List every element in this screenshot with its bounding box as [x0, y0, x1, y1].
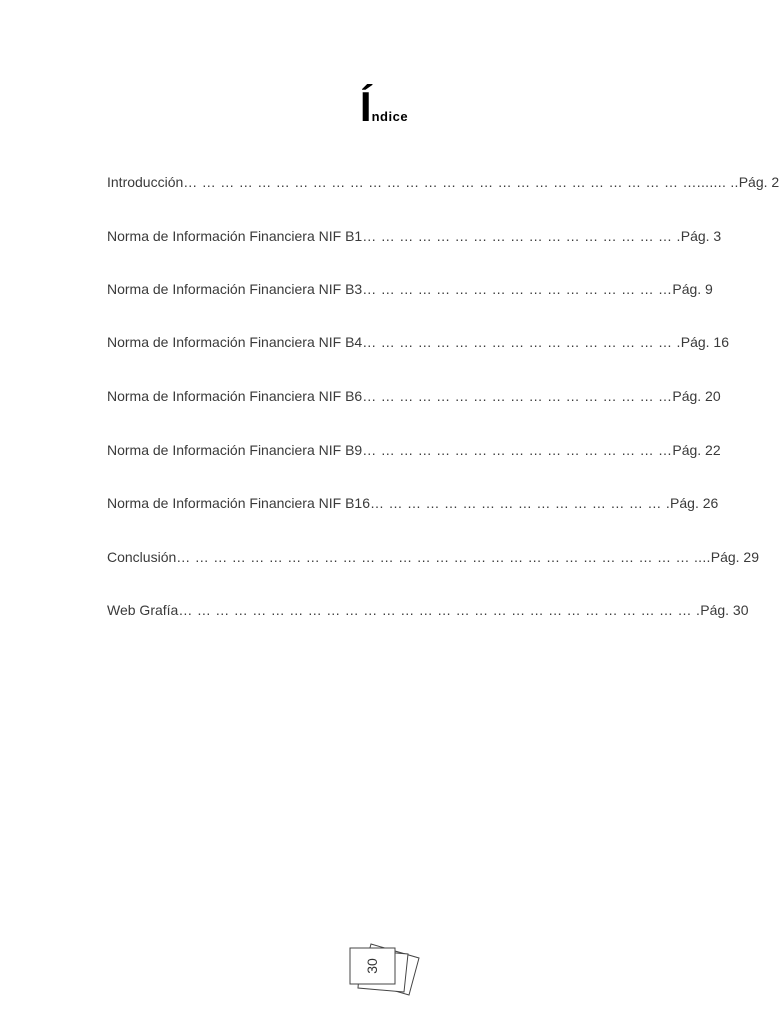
toc-entry-leader: … … … … … … … … … … … … … … … … … … … … … … … … … … … …....... ..	[183, 174, 739, 190]
toc-entry-label: Norma de Información Financiera NIF B4	[107, 334, 363, 350]
toc-entry	[107, 494, 718, 512]
toc-entry-leader: … … … … … … … … … … … … … … … … … .	[362, 334, 681, 350]
toc-entry-label: Norma de Información Financiera NIF B1	[107, 228, 363, 244]
toc-entry-leader: … … … … … … … … … … … … … … … … …	[362, 281, 673, 297]
toc-entry-label: Web Grafía	[107, 602, 179, 618]
toc-entry-page: Pág. 16	[680, 334, 729, 350]
toc-entry	[107, 548, 759, 566]
toc-entry-leader: … … … … … … … … … … … … … … … … … .	[362, 228, 681, 244]
toc-entry-leader: … … … … … … … … … … … … … … … … …	[362, 442, 673, 458]
toc-entry-page: Pág. 20	[672, 388, 721, 404]
toc-entry	[107, 387, 721, 405]
page-number	[352, 950, 392, 982]
toc-entry	[107, 227, 721, 245]
toc-entry	[107, 441, 721, 459]
toc-entry	[107, 333, 729, 351]
toc-entry-page: Pág. 3	[680, 228, 722, 244]
toc-entry-leader: … … … … … … … … … … … … … … … … …	[362, 388, 673, 404]
toc-entry-page: Pág. 26	[670, 495, 719, 511]
toc-entry-label: Norma de Información Financiera NIF B3	[107, 281, 363, 297]
toc-entry-page: Pág. 9	[672, 281, 713, 297]
toc-entry-leader: … … … … … … … … … … … … … … … … … … … … … … … … … … … … .	[178, 602, 701, 618]
toc-entry-page: Pág. 30	[700, 602, 749, 618]
toc-entry-page: Pág. 2	[738, 174, 779, 190]
toc-entry-label: Norma de Información Financiera NIF B6	[107, 388, 363, 404]
toc-entry-page: Pág. 22	[672, 442, 721, 458]
toc-entry-label: Norma de Información Financiera NIF B16	[107, 495, 370, 511]
title-first-letter: Í	[359, 83, 372, 130]
toc-entry-page: Pág. 29	[710, 549, 759, 565]
toc-entry	[107, 601, 749, 619]
toc-entry-label: Norma de Información Financiera NIF B9	[107, 442, 363, 458]
page-title	[0, 83, 768, 130]
toc-entry	[107, 280, 713, 298]
title-rest: ndice	[371, 109, 409, 124]
page-number-text: 30	[363, 958, 380, 974]
toc-entry-label: Conclusión	[107, 549, 177, 565]
toc-entry-leader: … … … … … … … … … … … … … … … … … … … … … … … … … … … … ....	[176, 549, 711, 565]
toc-entry	[107, 173, 779, 191]
toc-entry-leader: … … … … … … … … … … … … … … … … .	[370, 495, 671, 511]
toc-entry-label: Introducción	[107, 174, 184, 190]
